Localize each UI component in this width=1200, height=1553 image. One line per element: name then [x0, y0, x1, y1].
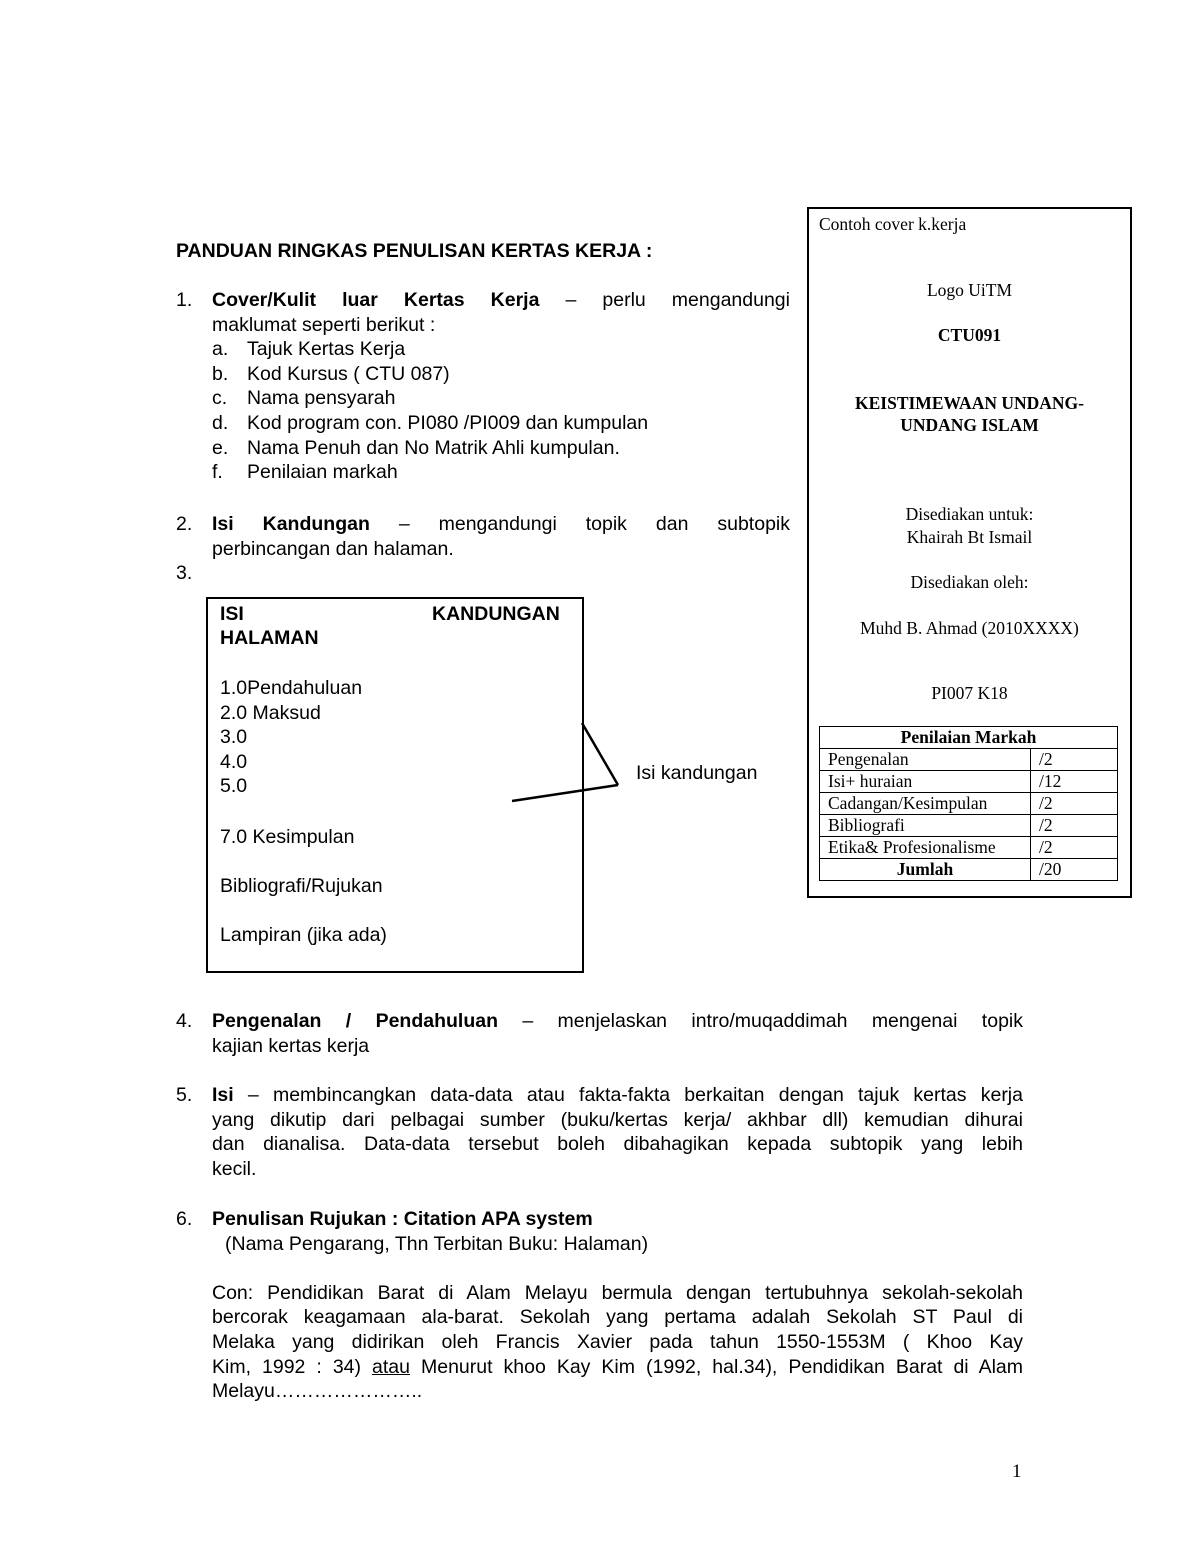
section-1-list-item — [176, 386, 790, 411]
citation-example-line2: bercorak keagamaan ala-barat. Sekolah yang pertama adalah Sekolah ST Paul di — [212, 1306, 1023, 1329]
list-text: Nama pensyarah — [247, 387, 396, 410]
marks-score: /2 — [1031, 815, 1118, 837]
section-5-desc: – membincangkan data-data atau fakta-fakta berkaitan dengan tajuk kertas kerja — [247, 1084, 1023, 1106]
page-number: 1 — [1012, 1461, 1022, 1482]
toc-header-left: ISI — [220, 603, 244, 625]
citation-example-alt: Menurut khoo Kay Kim (1992, hal.34), Pendidikan Barat di Alam — [420, 1355, 1024, 1378]
list-text: Penilaian markah — [247, 461, 398, 484]
marks-total-label: Jumlah — [820, 859, 1031, 881]
toc-item: 5.0 — [220, 775, 248, 798]
list-letter: c. — [212, 387, 228, 410]
section-5-line4: kecil. — [212, 1157, 257, 1180]
cover-example-box — [807, 207, 1132, 898]
marks-score: /2 — [1031, 793, 1118, 815]
marks-table-body — [820, 749, 1118, 859]
section-4 — [176, 1009, 1023, 1058]
section-1 — [176, 288, 790, 485]
cover-course-code: CTU091 — [937, 325, 1002, 345]
toc-item: 4.0 — [220, 750, 248, 773]
cover-prepared-by-name: Muhd B. Ahmad (2010XXXX) — [860, 618, 1079, 638]
callout-line-lower — [512, 785, 618, 801]
section-2-number: 2. — [176, 513, 193, 535]
section-1-line1 — [212, 288, 790, 313]
page-title: PANDUAN RINGKAS PENULISAN KERTAS KERJA : — [176, 240, 653, 262]
citation-example-atau: atau — [372, 1355, 410, 1378]
section-1-list-item — [176, 460, 790, 485]
list-letter: a. — [212, 338, 229, 361]
section-6-heading: Penulisan Rujukan : Citation APA system — [212, 1208, 593, 1230]
citation-example-ref: Kim, 1992 : 34) — [212, 1355, 361, 1378]
marks-table — [819, 726, 1118, 881]
section-1-heading: Cover/Kulit luar Kertas Kerja — [212, 289, 540, 311]
section-4-line1 — [212, 1009, 1023, 1034]
marks-item: Bibliografi — [820, 815, 1031, 837]
section-1-list-item — [176, 436, 790, 461]
citation-format: (Nama Pengarang, Thn Terbitan Buku: Halaman) — [225, 1232, 649, 1255]
callout-label: Isi kandungan — [636, 762, 758, 784]
list-letter: f. — [212, 461, 223, 484]
marks-total-row — [820, 859, 1118, 881]
cover-prepared-by-label: Disediakan oleh: — [910, 572, 1029, 592]
toc-item: 1.0Pendahuluan — [220, 677, 363, 699]
marks-row — [820, 793, 1118, 815]
list-text: Kod Kursus ( CTU 087) — [247, 362, 450, 385]
list-text: Tajuk Kertas Kerja — [247, 338, 406, 361]
toc-header-halaman: HALAMAN — [220, 627, 319, 649]
section-6 — [176, 1207, 1023, 1404]
list-letter: b. — [212, 362, 229, 385]
toc-item: 3.0 — [220, 726, 248, 749]
section-4-heading: Pengenalan / Pendahuluan — [212, 1010, 498, 1032]
marks-item: Etika& Profesionalisme — [820, 837, 1031, 859]
section-1-list-item — [176, 411, 790, 436]
section-2-heading: Isi Kandungan — [212, 513, 370, 535]
callout-lines — [500, 715, 630, 810]
cover-caption: Contoh cover k.kerja — [819, 214, 967, 234]
section-4-number: 4. — [176, 1010, 193, 1032]
marks-item: Cadangan/Kesimpulan — [820, 793, 1031, 815]
marks-row — [820, 771, 1118, 793]
marks-row — [820, 815, 1118, 837]
callout-line-upper — [582, 723, 618, 785]
section-4-line2: kajian kertas kerja — [212, 1034, 370, 1057]
citation-example-line4 — [212, 1355, 1023, 1380]
toc-item: 2.0 Maksud — [220, 701, 321, 724]
citation-example-line3: Melaka yang didirikan oleh Francis Xavier pada tahun 1550-1553M ( Khoo Kay — [212, 1330, 1023, 1353]
section-6-number: 6. — [176, 1208, 193, 1230]
section-2 — [176, 512, 790, 586]
cover-group: PI007 K18 — [931, 683, 1008, 703]
cover-title-line1: KEISTIMEWAAN UNDANG- — [855, 393, 1084, 413]
toc-header-right: KANDUNGAN — [432, 603, 560, 625]
marks-row — [820, 837, 1118, 859]
cover-title-line2: UNDANG ISLAM — [900, 415, 1039, 435]
marks-score: /12 — [1031, 771, 1118, 793]
toc-lampiran: Lampiran (jika ada) — [220, 924, 387, 946]
section-4-desc: – menjelaskan intro/muqaddimah mengenai topik — [522, 1010, 1023, 1032]
section-5-line2: yang dikutip dari pelbagai sumber (buku/kertas kerja/ akhbar dll) kemudian dihurai — [212, 1108, 1023, 1131]
section-5-number: 5. — [176, 1084, 193, 1106]
marks-score: /2 — [1031, 837, 1118, 859]
section-1-list-item — [176, 337, 790, 362]
section-1-line2: maklumat seperti berikut : — [212, 313, 436, 336]
section-5-line3: dan dianalisa. Data-data tersebut boleh dibahagikan kepada subtopik yang lebih — [212, 1133, 1023, 1156]
marks-item: Isi+ huraian — [820, 771, 1031, 793]
section-3-number: 3. — [176, 562, 193, 585]
citation-example-line5: Melayu………………….. — [212, 1380, 423, 1403]
marks-table-title: Penilaian Markah — [820, 727, 1118, 749]
marks-score: /2 — [1031, 749, 1118, 771]
citation-example-line1: Con: Pendidikan Barat di Alam Melayu bermula dengan tertubuhnya sekolah-sekolah — [212, 1281, 1023, 1304]
section-5 — [176, 1083, 1023, 1181]
marks-total-score: /20 — [1031, 859, 1118, 881]
section-5-heading: Isi — [212, 1084, 234, 1106]
section-1-list — [176, 337, 790, 485]
toc-bibliografi: Bibliografi/Rujukan — [220, 875, 383, 897]
marks-item: Pengenalan — [820, 749, 1031, 771]
list-letter: e. — [212, 436, 229, 459]
list-text: Kod program con. PI080 /PI009 dan kumpulan — [247, 411, 649, 434]
section-2-line2: perbincangan dan halaman. — [212, 537, 454, 560]
marks-row — [820, 749, 1118, 771]
list-letter: d. — [212, 411, 229, 434]
cover-prepared-for-label: Disediakan untuk: — [905, 504, 1034, 524]
section-2-desc: – mengandungi topik dan subtopik — [398, 513, 790, 535]
cover-prepared-for-name: Khairah Bt Ismail — [906, 527, 1033, 547]
section-1-desc: – perlu mengandungi — [565, 289, 790, 311]
section-2-line1 — [212, 512, 790, 537]
list-text: Nama Penuh dan No Matrik Ahli kumpulan. — [247, 436, 620, 459]
section-5-line1 — [212, 1083, 1023, 1108]
cover-logo-placeholder: Logo UiTM — [926, 280, 1013, 300]
section-1-list-item — [176, 362, 790, 387]
section-1-number: 1. — [176, 289, 193, 311]
toc-kesimpulan: 7.0 Kesimpulan — [220, 826, 355, 848]
